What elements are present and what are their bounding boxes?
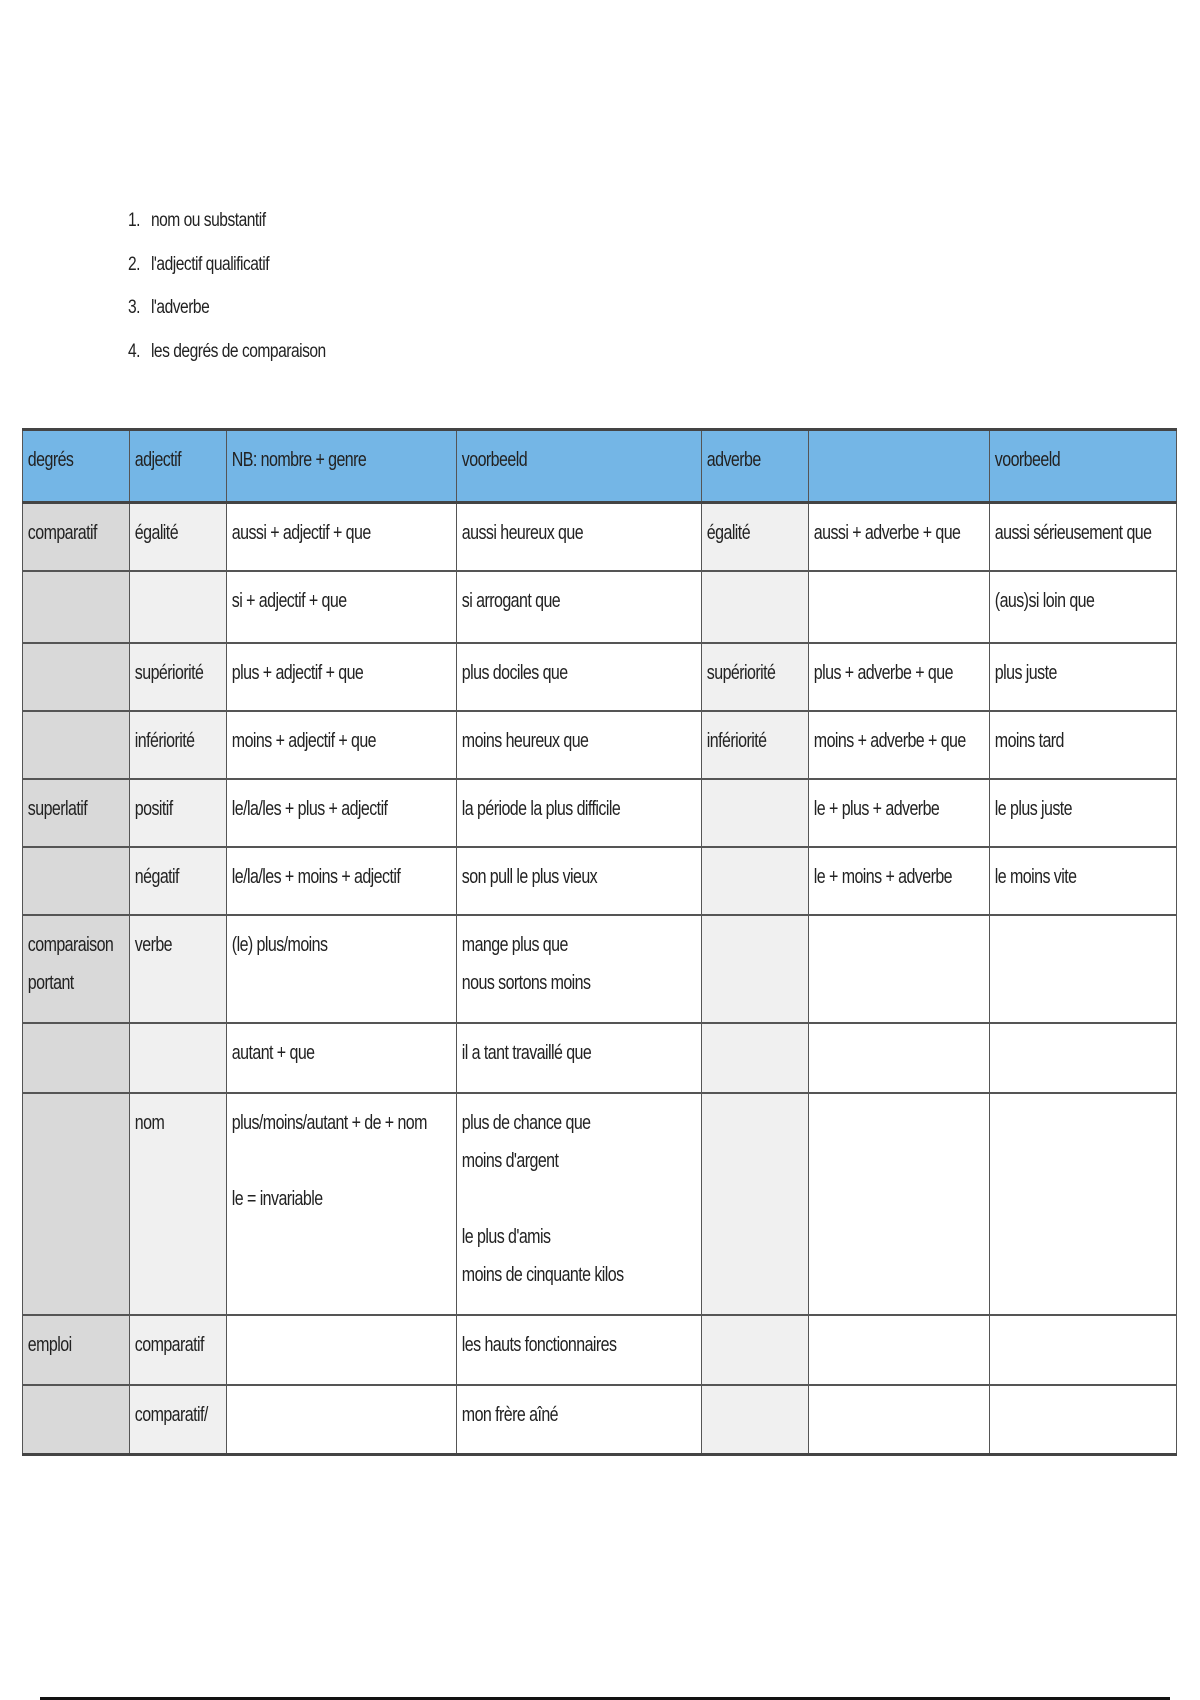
table-cell xyxy=(990,1023,1177,1093)
table-cell xyxy=(990,1315,1177,1385)
cell-line xyxy=(995,1326,1139,1364)
cell-line xyxy=(28,858,108,896)
cell-line: moins d'argent xyxy=(461,1149,559,1172)
list-number: 1. xyxy=(128,210,141,231)
table-cell xyxy=(23,711,130,779)
table-cell xyxy=(227,711,457,779)
table-cell xyxy=(457,711,702,779)
table-cell xyxy=(130,1385,227,1455)
table-cell xyxy=(130,847,227,915)
header-cell: adverbe xyxy=(702,430,809,503)
cell-line: moins tard xyxy=(994,729,1064,752)
header-cell xyxy=(809,430,990,503)
cell-line: le plus d'amis xyxy=(461,1225,551,1248)
table-row xyxy=(23,503,1177,571)
table-cell xyxy=(990,915,1177,1023)
cell-line: le plus juste xyxy=(994,797,1073,820)
table-cell xyxy=(23,1093,130,1315)
cell-line xyxy=(814,1396,953,1434)
cell-line xyxy=(814,1326,953,1364)
cell-line xyxy=(28,1104,108,1142)
cell-line: emploi xyxy=(27,1333,72,1356)
table-row xyxy=(23,779,1177,847)
table-cell xyxy=(227,1023,457,1093)
cell-line: aussi heureux que xyxy=(461,522,584,544)
cell-line: négatif xyxy=(134,865,179,888)
list-text: nom ou substantif xyxy=(150,210,266,231)
cell-line xyxy=(135,582,207,620)
cell-line: autant + que xyxy=(231,1041,315,1064)
cell-line xyxy=(28,722,108,760)
table-cell xyxy=(809,1023,990,1093)
table-cell xyxy=(130,643,227,711)
table-cell xyxy=(227,503,457,571)
table-cell xyxy=(809,1093,990,1315)
table-cell xyxy=(227,643,457,711)
table-cell xyxy=(809,711,990,779)
cell-line: le moins vite xyxy=(994,865,1077,888)
cell-line: (aus)si loin que xyxy=(994,589,1095,612)
cell-line: comparatif/ xyxy=(134,1403,208,1426)
section-list xyxy=(128,210,369,384)
table-cell xyxy=(227,1385,457,1455)
cell-line: infériorité xyxy=(706,729,767,752)
table-cell xyxy=(23,571,130,643)
list-number: 4. xyxy=(128,340,141,362)
table-cell xyxy=(227,571,457,643)
cell-line xyxy=(707,858,787,896)
list-item xyxy=(128,341,326,385)
table-cell xyxy=(457,1385,702,1455)
table-cell xyxy=(702,711,809,779)
cell-line: égalité xyxy=(134,522,179,544)
table-cell xyxy=(809,503,990,571)
table-cell xyxy=(702,1023,809,1093)
cell-line: son pull le plus vieux xyxy=(461,865,598,888)
cell-line xyxy=(232,1142,410,1180)
cell-line xyxy=(995,1396,1139,1434)
cell-line: plus + adjectif + que xyxy=(231,661,364,684)
cell-line: plus/moins/autant + de + nom xyxy=(231,1111,427,1134)
cell-line xyxy=(28,1034,108,1072)
table-cell xyxy=(990,711,1177,779)
table-row xyxy=(23,1385,1177,1455)
table-row xyxy=(23,643,1177,711)
table-cell xyxy=(457,847,702,915)
cell-line: comparaison xyxy=(27,933,114,956)
table-cell xyxy=(809,1385,990,1455)
table-row xyxy=(23,1023,1177,1093)
cell-line: moins heureux que xyxy=(461,729,589,752)
cell-line: moins de cinquante kilos xyxy=(461,1263,624,1286)
cell-line: le + plus + adverbe xyxy=(813,797,940,820)
cell-line: il a tant travaillé que xyxy=(461,1041,592,1064)
table-cell xyxy=(227,915,457,1023)
cell-line xyxy=(28,1396,108,1434)
table-cell xyxy=(990,847,1177,915)
cell-line: le/la/les + plus + adjectif xyxy=(231,797,388,820)
cell-line xyxy=(462,1180,652,1218)
table-cell xyxy=(130,1093,227,1315)
list-number: 2. xyxy=(128,253,141,275)
table-cell xyxy=(457,571,702,643)
table-cell xyxy=(130,1315,227,1385)
cell-line: nom xyxy=(134,1111,165,1134)
cell-line: le + moins + adverbe xyxy=(813,865,953,888)
list-text: les degrés de comparaison xyxy=(150,340,326,362)
cell-line: plus dociles que xyxy=(461,661,568,684)
table-cell xyxy=(457,1093,702,1315)
table-cell xyxy=(702,643,809,711)
list-number: 3. xyxy=(128,297,141,318)
cell-line: aussi sérieusement que xyxy=(994,522,1152,544)
cell-line: infériorité xyxy=(134,729,195,752)
cell-line xyxy=(707,1396,787,1434)
header-cell: voorbeeld xyxy=(990,430,1177,503)
cell-line xyxy=(232,1396,410,1434)
cell-line: le = invariable xyxy=(231,1187,323,1210)
cell-line: plus + adverbe + que xyxy=(813,661,953,684)
table-cell xyxy=(130,503,227,571)
cell-line: comparatif xyxy=(27,522,97,544)
cell-line xyxy=(995,1104,1139,1142)
cell-line: mon frère aîné xyxy=(461,1403,559,1426)
table-header-row xyxy=(23,430,1177,503)
table-cell xyxy=(227,779,457,847)
cell-line: portant xyxy=(27,971,74,994)
cell-line: si arrogant que xyxy=(461,589,561,612)
table-cell xyxy=(990,1093,1177,1315)
table-cell xyxy=(227,1093,457,1315)
table-cell xyxy=(702,1093,809,1315)
table-cell xyxy=(809,915,990,1023)
cell-line xyxy=(814,1104,953,1142)
table-row xyxy=(23,711,1177,779)
table-cell xyxy=(23,1385,130,1455)
cell-line: les hauts fonctionnaires xyxy=(461,1333,617,1356)
cell-line xyxy=(707,582,787,620)
table-row xyxy=(23,847,1177,915)
cell-line: nous sortons moins xyxy=(461,971,591,994)
cell-line xyxy=(814,582,953,620)
table-cell xyxy=(130,915,227,1023)
cell-line: (le) plus/moins xyxy=(231,933,328,956)
cell-line: si + adjectif + que xyxy=(231,589,347,612)
table-cell xyxy=(702,1385,809,1455)
table-cell xyxy=(990,503,1177,571)
cell-line xyxy=(814,926,953,964)
cell-line: plus juste xyxy=(994,661,1057,684)
header-cell: NB: nombre + genre xyxy=(227,430,457,503)
table-cell xyxy=(702,503,809,571)
table-cell xyxy=(23,847,130,915)
table-cell xyxy=(23,1315,130,1385)
table-cell xyxy=(130,1023,227,1093)
table-cell xyxy=(23,503,130,571)
table-row xyxy=(23,571,1177,643)
cell-line xyxy=(995,926,1139,964)
cell-line: moins + adjectif + que xyxy=(231,729,377,752)
table-cell xyxy=(990,779,1177,847)
cell-line xyxy=(707,1326,787,1364)
cell-line xyxy=(28,654,108,692)
table-cell xyxy=(23,643,130,711)
table-cell xyxy=(130,779,227,847)
cell-line xyxy=(995,1034,1139,1072)
table-cell xyxy=(702,1315,809,1385)
cell-line: aussi + adjectif + que xyxy=(231,522,371,544)
cell-line xyxy=(707,1104,787,1142)
table-row xyxy=(23,1315,1177,1385)
cell-line: mange plus que xyxy=(461,933,568,956)
list-text: l'adverbe xyxy=(150,297,210,318)
table-cell xyxy=(702,915,809,1023)
table-cell xyxy=(809,847,990,915)
cell-line: aussi + adverbe + que xyxy=(813,522,961,544)
cell-line: égalité xyxy=(706,522,751,544)
cell-line xyxy=(707,790,787,828)
list-item xyxy=(128,254,326,298)
header-cell: adjectif xyxy=(130,430,227,503)
cell-line xyxy=(814,1034,953,1072)
table-cell xyxy=(457,1023,702,1093)
cell-line xyxy=(28,582,108,620)
list-item xyxy=(128,297,326,341)
cell-line: le/la/les + moins + adjectif xyxy=(231,865,401,888)
table-cell xyxy=(227,1315,457,1385)
header-cell: voorbeeld xyxy=(457,430,702,503)
table-cell xyxy=(457,643,702,711)
table-cell xyxy=(457,503,702,571)
cell-line: la période la plus difficile xyxy=(461,797,621,820)
cell-line: positif xyxy=(134,797,173,820)
table-cell xyxy=(702,847,809,915)
table-cell xyxy=(809,643,990,711)
cell-line xyxy=(707,1034,787,1072)
cell-line: superlatif xyxy=(27,797,88,820)
table-cell xyxy=(702,779,809,847)
table-cell xyxy=(457,779,702,847)
cell-line: verbe xyxy=(134,933,173,956)
table-cell xyxy=(23,1023,130,1093)
header-cell: degrés xyxy=(23,430,130,503)
table-row xyxy=(23,1093,1177,1315)
cell-line: moins + adverbe + que xyxy=(813,729,966,752)
table-cell xyxy=(809,1315,990,1385)
table-cell xyxy=(809,571,990,643)
cell-line: supériorité xyxy=(134,661,204,684)
cell-line xyxy=(135,1034,207,1072)
table-cell xyxy=(990,643,1177,711)
list-item xyxy=(128,210,326,254)
table-cell xyxy=(130,571,227,643)
table-cell xyxy=(809,779,990,847)
cell-line: plus de chance que xyxy=(461,1111,591,1134)
cell-line: comparatif xyxy=(134,1333,204,1356)
table-cell xyxy=(702,571,809,643)
table-cell xyxy=(23,779,130,847)
table-cell xyxy=(457,1315,702,1385)
table-cell xyxy=(130,711,227,779)
cell-line xyxy=(232,1326,410,1364)
cell-line: supériorité xyxy=(706,661,776,684)
table-row xyxy=(23,915,1177,1023)
list-text: l'adjectif qualificatif xyxy=(150,253,270,275)
table-cell xyxy=(457,915,702,1023)
table-cell xyxy=(990,1385,1177,1455)
cell-line xyxy=(707,926,787,964)
table-cell xyxy=(990,571,1177,643)
table-cell xyxy=(227,847,457,915)
table-cell xyxy=(23,915,130,1023)
comparison-table xyxy=(22,428,1177,1456)
